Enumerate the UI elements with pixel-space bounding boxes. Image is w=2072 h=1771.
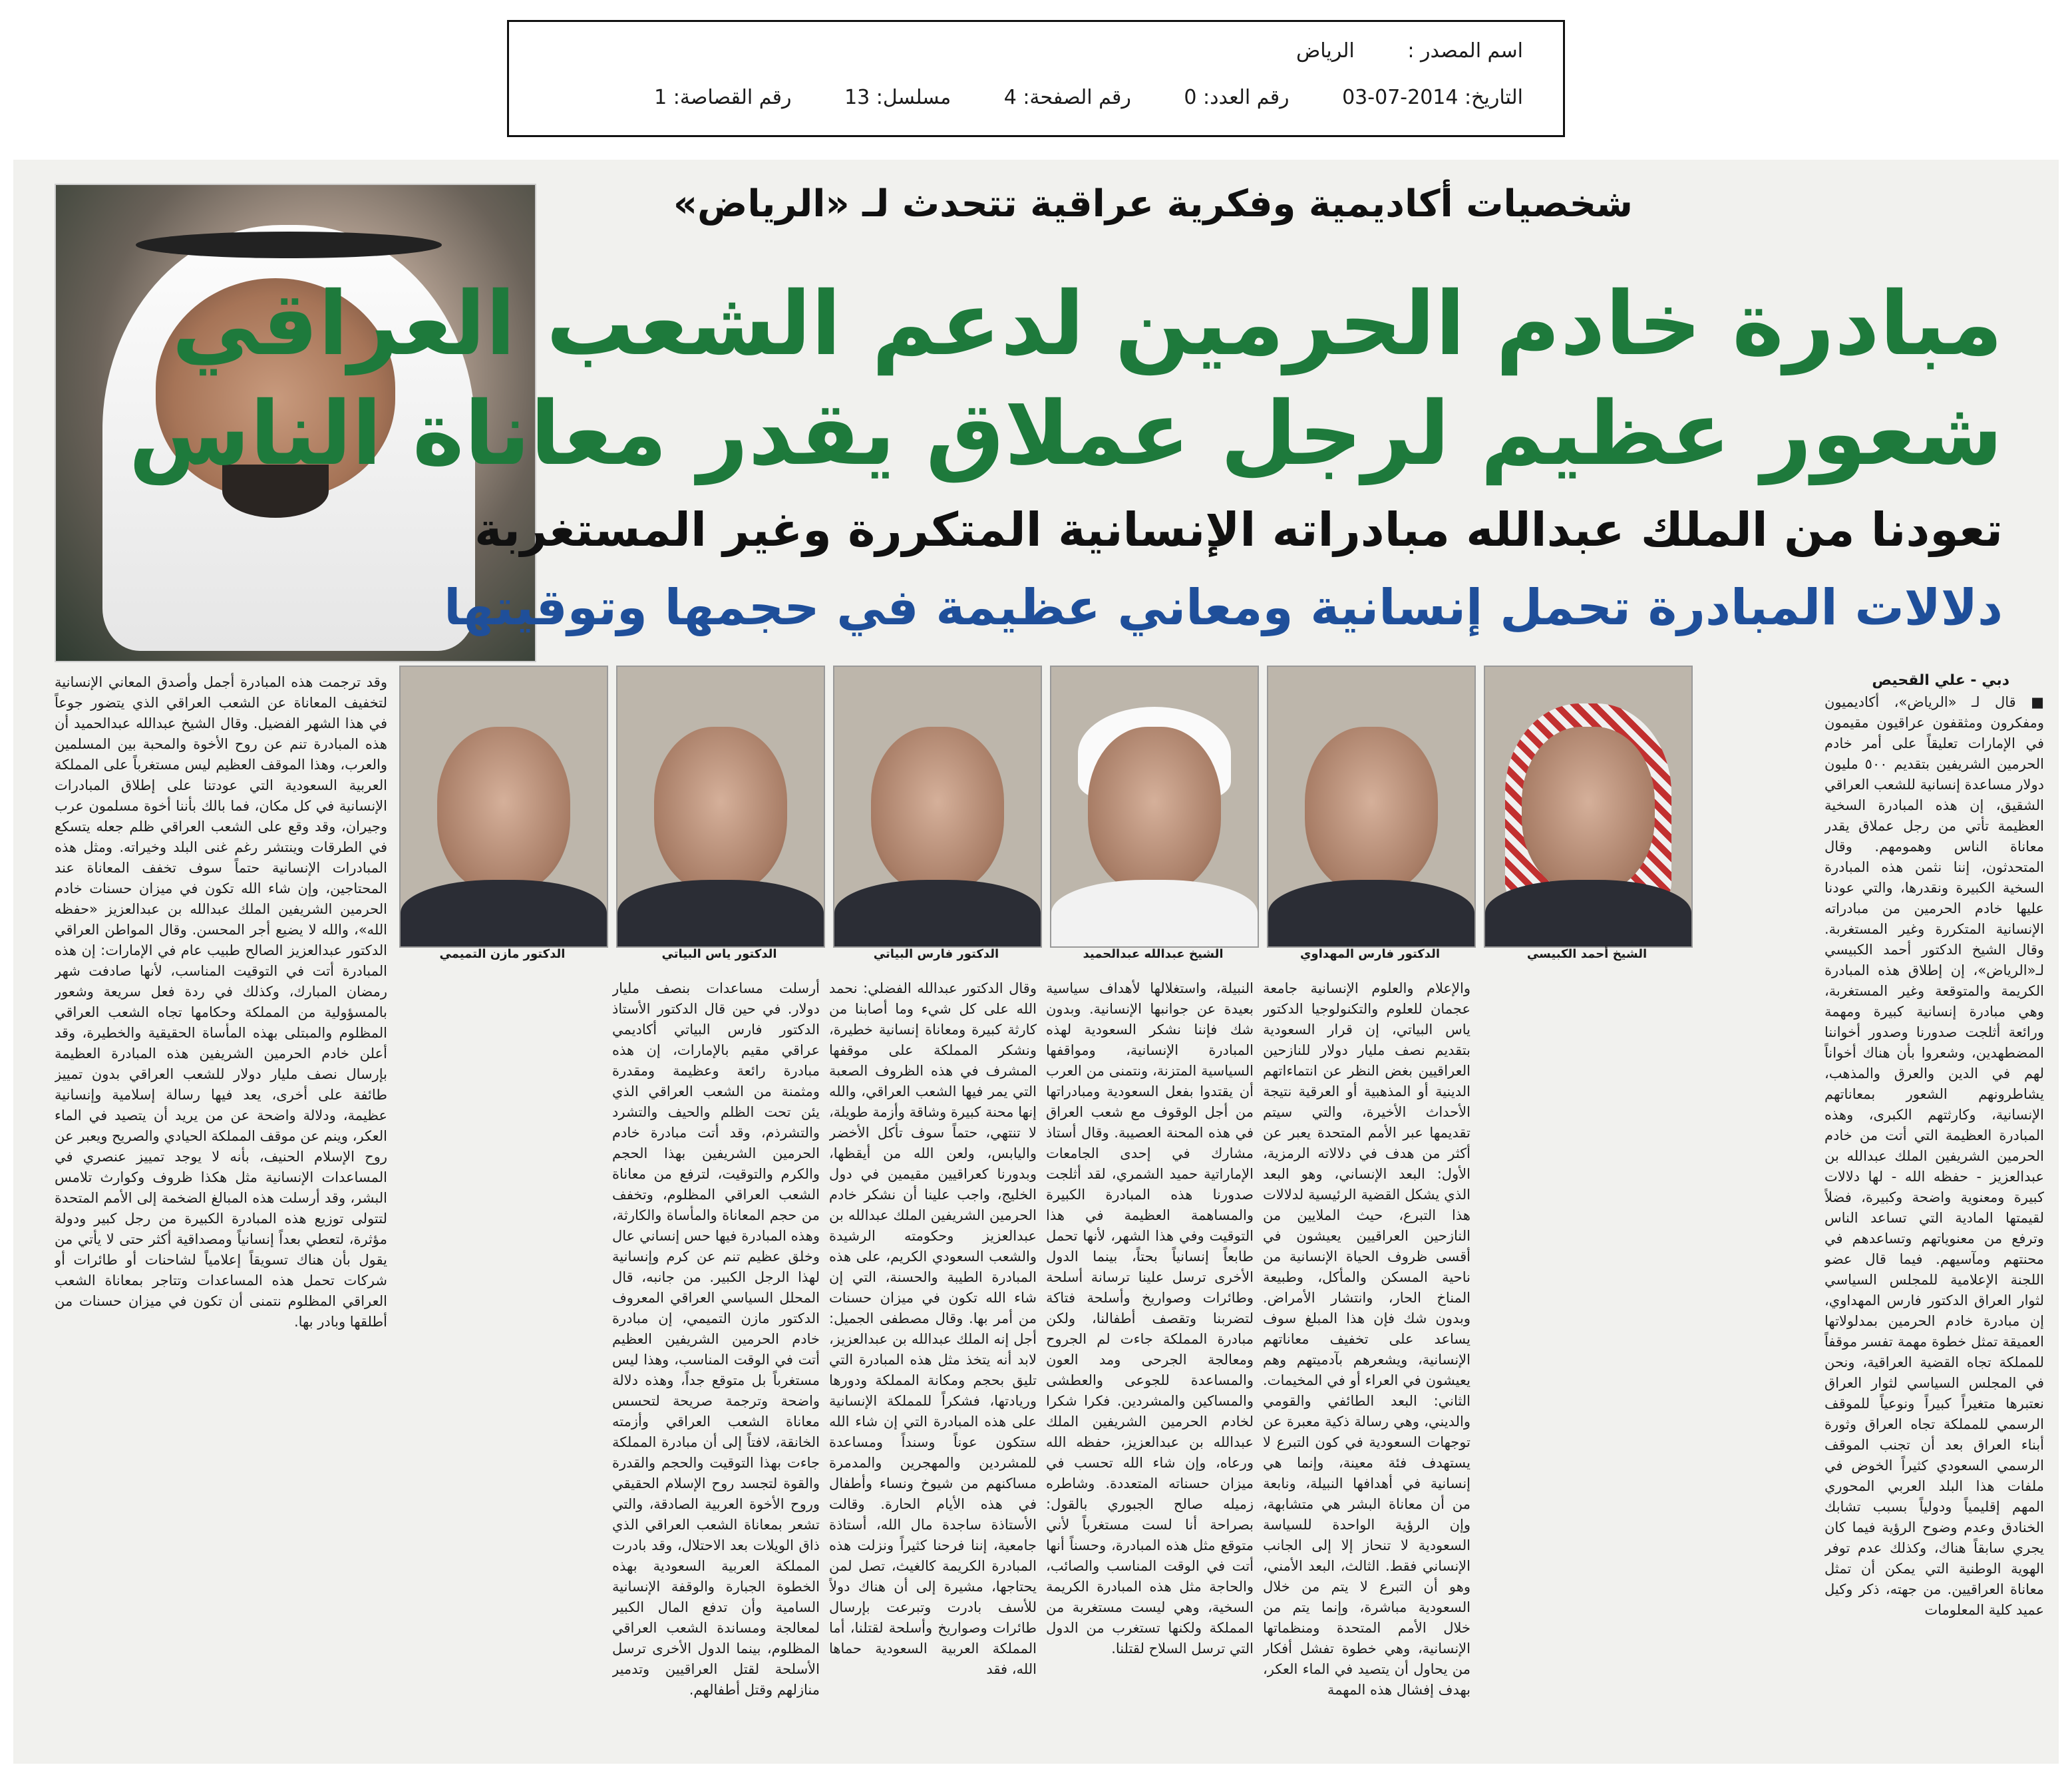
clip-field: رقم القصاصة: 1 — [654, 86, 792, 109]
caption-tamimi: الدكتور مازن التميمي — [439, 947, 566, 961]
date-field: التاريخ: 2014-07-03 — [1342, 86, 1523, 109]
article-column-5: أرسلت مساعدات بنصف مليار دولار. في حين قال الدكتور الأستاذ الدكتور فارس البياتي أكاديمي عراقي مقيم بالإمارات، إن هذه مبادرة رائعة وعظيمة ومقدرة ومثمنة من الشعب العراقي الذي يئن تحت الظلم والحيف والتشرد والتشرذم، وقد أتت مبادرة خادم الحرمين الشريفين بهذا الحجم والكرم والتوقيت، لترفع من معاناة الشعب العراقي المظلوم، وتخفف من حجم المعاناة والمأساة والكارثة، وهذه المبادرة فيها حس إنساني عال وخلق عظيم تنم عن كرم وإنسانية لهذا الرجل الكبير. من جانبه، قال المحلل السياسي العراقي المعروف الدكتور مازن التميمي، إن مبادرة خادم الحرمين الشريفين العظيم أتت في الوقت المناسب، وهذا ليس مستغرباً بل متوقع جداً، وهذه دلالة واضحة وترجمة صريحة لتحسس معاناة الشعب العراقي وأزمته الخانقة، لافتاً إلى أن مبادرة المملكة جاءت بهذا التوقيت والحجم والقدرة والقوة لتجسد روح الإسلام الحقيقي وروح الأخوة العربية الصادقة، والتي تشعر بمعاناة الشعب العراقي الذي ذاق الويلات بعد الاحتلال، وقد بادرت المملكة العربية السعودية بهذه الخطوة الجبارة والوقفة الإنسانية السامية وأن تدفع المال الكبير لمعالجة ومساندة الشعب العراقي المظلوم، بينما الدول الأخرى ترسل الأسلحة لقتل العراقيين وتدمير منازلهم وقتل أطفالهم. — [612, 980, 820, 1698]
source-label: اسم المصدر : — [1407, 39, 1523, 63]
article-column-2: والإعلام والعلوم الإنسانية جامعة عجمان للعلوم والتكنولوجيا الدكتور ياس البياتي، إن قرار السعودية بتقديم نصف مليار دولار للنازحين العراقيين بغض النظر عن انتماءاتهم الدينية أو المذهبية أو العرقية نتيجة الأحداث الأخيرة، والتي سيتم تقديمها عبر الأمم المتحدة يعبر عن أكثر من هدف في دلالاته الرمزية، الأول: البعد الإنساني، وهو البعد الذي يشكل القضية الرئيسية لدلالات هذا التبرع، حيث الملايين من النازحين العراقيين يعيشون في أقسى ظروف الحياة الإنسانية من ناحية المسكن والمأكل، وطبيعة المناخ الحار، وانتشار الأمراض. وبدون شك فإن هذا المبلغ سوف يساعد على تخفيف معاناتهم الإنسانية، ويشعرهم بآدميتهم وهم يعيشون في العراء أو في المخيمات. الثاني: البعد الطائفي والقومي والديني، وهي رسالة ذكية معبرة عن توجهات السعودية في كون التبرع لا يستهدف فئة معينة، وإنما هي إنسانية في أهدافها النبيلة، ونابعة من أن معاناة البشر هي متشابهة، وإن الرؤية الواحدة للسياسة السعودية لا تنحاز إلا إلى الجانب الإنساني فقط. الثالث، البعد الأمني، وهو أن التبرع لا يتم من خلال السعودية مباشرة، وإنما يتم من خلال الأمم المتحدة ومنظماتها الإنسانية، وهي خطوة تفشل أفكار من يحاول أن يتصيد في الماء العكر، بهدف إفشال هذه المهمة — [1263, 980, 1470, 1698]
subhead-blue: دلالات المبادرة تحمل إنسانية ومعاني عظيمة في حجمها وتوقيتها — [444, 579, 2003, 636]
clothing-shape — [1051, 880, 1258, 948]
subhead-black: تعودنا من الملك عبدالله مبادراته الإنسانية المتكررة وغير المستغربة — [474, 502, 2003, 557]
clothing-shape — [834, 880, 1041, 948]
clothing-shape — [401, 880, 607, 948]
portrait-mahdawi — [1267, 666, 1476, 948]
kicker: شخصيات أكاديمية وفكرية عراقية تتحدث لـ «الرياض» — [673, 182, 1633, 226]
caption-faris-bayati: الدكتور فارس البياتي — [873, 947, 999, 961]
article-column-6: وقد ترجمت هذه المبادرة أجمل وأصدق المعاني الإنسانية لتخفيف المعاناة عن الشعب العراقي الذي يتضور جوعاً في هذا الشهر الفضيل. وقال الشيخ عبدالله عبدالحميد أن هذه المبادرة تنم عن روح الأخوة والمحبة بين المسلمين والعرب، وهذا الموقف العظيم ليس مستغرباً على المملكة العربية السعودية التي عودتنا على إطلاق المبادرات الإنسانية في كل مكان، فما بالك بأننا أخوة مسلمون عرب وجيران، وقد وقع على الشعب العراقي ظلم جعله يتسكع في الطرقات وينتشر رغم غنى البلد وخيراته. ومثل هذه المبادرات الإنسانية حتماً سوف تخفف المعاناة عند المحتاجين، وإن شاء الله تكون في ميزان حسنات خادم الحرمين الشريفين الملك عبدالله بن عبدالعزيز «حفظه الله»، والله لا يضيع أجر المحسن. وقال المواطن العراقي الدكتور عبدالعزيز الصالح طبيب عام في الإمارات: إن هذه المبادرة أتت في التوقيت المناسب، لأنها صادفت شهر رمضان المبارك، وكذلك في ردة فعل سريعة وشعور بالمسؤولية من المملكة وحكامها تجاه الشعب العراقي المظلوم والمبتلى بهذه المأساة الحقيقية والخطيرة، وقد أعلن خادم الحرمين الشريفين هذه المبادرة العظيمة بإرسال نصف مليار دولار للشعب العراقي بدون تمييز طائفة على أخرى، يعد فيها رسالة إسلامية وإنسانية عظيمة، ودلالة واضحة عن من يريد أن يتصيد في الماء العكر، وينم عن موقف المملكة الحيادي والصريح ويعبر عن روح الإسلام الحنيف، بأنه لا يوجد تمييز عنصري في المساعدات الإنسانية مثل هكذا ظروف وكوارث تلامس البشر، وقد أرسلت هذه المبالغ الضخمة إلى الأمم المتحدة لتتولى توزيع هذه المبادرة الكبيرة من رجل كبير ودولة مؤثرة، لتعطي بعداً إنسانياً ومصداقية أكثر حتى لا يأتي من يقول بأن هناك تسويقاً إعلامياً لشاحنات أو طائرات أو شركات تحمل هذه المساعدات وتتاجر بمعاناة الشعب العراقي المظلوم نتمنى أن تكون في ميزان حسنات من أطلقها وبادر بها. — [55, 674, 387, 1330]
page-field: رقم الصفحة: 4 — [1003, 86, 1131, 109]
portrait-abdulhameed — [1050, 666, 1259, 948]
caption-abdulhameed: الشيخ عبدالله عبدالحميد — [1083, 947, 1224, 961]
face-shape — [871, 727, 1004, 893]
clothing-shape — [617, 880, 824, 948]
face-shape — [654, 727, 787, 893]
caption-yas-bayati: الدكتور ياس البياتي — [661, 947, 777, 961]
face-shape — [1088, 727, 1221, 893]
caption-mahdawi: الدكتور فارس المهداوي — [1299, 947, 1441, 961]
article-column-1: ■ قال لـ «الرياض»، أكاديميون ومفكرون ومثقفون عراقيون مقيمون في الإمارات تعليقاً على أمر خادم الحرمين الشريفين بتقديم ٥٠٠ مليون دولار مساعدة إنسانية للشعب العراقي الشقيق، إن هذه المبادرة السخية العظيمة تأتي من رجل عملاق يقدر معاناة الناس وهمومهم. وقال المتحدثون، إننا نثمن هذه المبادرة السخية الكبيرة ونقدرها، والتي عودنا عليها خادم الحرمين من مبادراته الإنسانية المتكررة وغير المستغربة. وقال الشيخ الدكتور أحمد الكبيسي لـ«الرياض»، إن إطلاق هذه المبادرة الكريمة والمتوقعة وغير المستغربة، وهي مبادرة إنسانية كبيرة ومهمة ورائعة أثلجت صدورنا وصدور أخواننا المضطهدين، وشعروا بأن هناك أخواناً لهم في الدين والعرق والمذهب، يشاطرونهم الشعور بمعاناتهم الإنسانية، وكارثتهم الكبرى، وهذه المبادرة العظيمة التي أتت من خادم الحرمين الشريفين الملك عبدالله بن عبدالعزيز - حفظه الله - لها دلالات كبيرة ومعنوية واضحة وكبيرة، فضلاً لقيمتها المادية التي تساعد الناس وترفع من معنوياتهم وتساعدهم في محنتهم ومآسيهم. فيما قال عضو اللجنة الإعلامية للمجلس السياسي لثوار العراق الدكتور فارس المهداوي، إن مبادرة خادم الحرمين بمدلولاتها العميقة تمثل خطوة مهمة تفسر موقفاً للمملكة تجاه القضية العراقية، ونحن في المجلس السياسي لثوار العراق نعتبرها متغيراً كبيراً ونوعياً للموقف الرسمي للمملكة تجاه العراق وثورة أبناء العراق بعد أن تجنب الموقف الرسمي السعودي كثيراً الخوض في ملفات هذا البلد العربي المحوري المهم إقليمياً ودولياً بسبب تشابك الخنادق وعدم وضوح الرؤية فيما كان يجري سابقاً هناك، وكذلك عدم توفر الهوية الوطنية التي يمكن أن تمثل معاناة العراقيين. من جهته، ذكر وكيل عميد كلية المعلومات — [1824, 694, 2044, 1618]
face-shape — [1522, 727, 1655, 893]
face-shape — [1305, 727, 1438, 893]
caption-kubaisi: الشيخ أحمد الكبيسي — [1526, 947, 1647, 961]
face-shape — [437, 727, 570, 893]
meta-line — [607, 86, 1523, 109]
source-info-box — [507, 20, 1565, 137]
source-line — [1250, 39, 1523, 63]
article-column-3: النبيلة، واستغلالها لأهداف سياسية بعيدة عن جوانبها الإنسانية. وبدون شك فإننا نشكر السعودية لهذه المبادرة الإنسانية، ومواقفها السياسية المتزنة، ونتمنى من العرب أن يقتدوا بفعل السعودية ومبادراتها من أجل الوقوف مع شعب العراق في هذه المحنة العصيبة. وقال أستاذ مشارك في إحدى الجامعات الإماراتية حميد الشمري، لقد أثلجت صدورنا هذه المبادرة الكبيرة والمساهمة العظيمة في هذا التوقيت وفي هذا الشهر، لأنها تحمل طابعاً إنسانياً بحتاً، بينما الدول الأخرى ترسل علينا ترسانة أسلحة وطائرات وصواريخ وأسلحة فتاكة لتضربنا وتقصف أطفالنا، ولكن مبادرة المملكة جاءت لم الجروح ومعالجة الجرحى ومد العون والمساعدة للجوعى والعطشى والمساكين والمشردين. فكرا شكرا لخادم الحرمين الشريفين الملك عبدالله بن عبدالعزيز، حفظه الله ورعاه، وإن شاء الله تحسب في ميزان حسناته المتعددة. وشاطره زميله صالح الجبوري بالقول: بصراحة أنا لست مستغرباً لأني متوقع مثل هذه المبادرة، وحسناً أنها أتت في الوقت المناسب والصائب، والحاجة مثل هذه المبادرة الكريمة السخية، وهي ليست مستغربة من المملكة ولكنها تستغرب من الدول التي ترسل السلاح لقتلنا. — [1046, 980, 1254, 1657]
agal-shape — [136, 232, 442, 258]
headline-line-1: مبادرة خادم الحرمين لدعم الشعب العراقي — [172, 273, 2003, 375]
headline-line-2: شعور عظيم لرجل عملاق يقدر معاناة الناس — [128, 383, 2003, 485]
clothing-shape — [1268, 880, 1474, 948]
source-value: الرياض — [1295, 39, 1355, 63]
clothing-shape — [1485, 880, 1691, 948]
byline: دبي - علي القحيص — [1872, 672, 2009, 689]
newspaper-clipping — [13, 160, 2059, 1764]
portrait-faris-bayati — [833, 666, 1042, 948]
portrait-yas-bayati — [616, 666, 825, 948]
issue-field: رقم العدد: 0 — [1184, 86, 1290, 109]
article-column-4: وقال الدكتور عبدالله الفضلي: نحمد الله على كل شيء وما أصابنا من كارثة كبيرة ومعاناة إنسانية خطيرة، ونشكر المملكة على موقفها المشرف في هذه الظروف الصعبة التي يمر فيها الشعب العراقي، والله إنها محنة كبيرة وشاقة وأزمة طويلة، لا تنتهي، حتماً سوف تأكل الأخضر واليابس، ولعن الله من أيقظها، وبدورنا كعراقيين مقيمين في دول الخليج، واجب علينا أن نشكر خادم الحرمين الشريفين الملك عبدالله بن عبدالعزيز وحكومته الرشيدة والشعب السعودي الكريم، على هذه المبادرة الطيبة والحسنة، التي إن شاء الله تكون في ميزان حسنات من أمر بها. وقال مصطفى الجميل: أجل إنه الملك عبدالله بن عبدالعزيز، لابد أنه يتخذ مثل هذه المبادرة التي تليق بحجم ومكانة المملكة ودورها وريادتها، فشكراً للمملكة الإنسانية على هذه المبادرة التي إن شاء الله ستكون عوناً وسنداً ومساعدة للمشردين والمهجرين والمدمرة مساكنهم من شيوخ ونساء وأطفال في هذه الأيام الحارة. وقالت الأستاذة ساجدة مال الله، أستاذة جامعية، إننا فرحنا كثيراً ونزلت هذه المبادرة الكريمة كالغيث، تصل لمن يحتاجها، مشيرة إلى أن هناك دولاً للأسف بادرت وتبرعت بإرسال طائرات وصواريخ وأسلحة لقتلنا، أما المملكة العربية السعودية حماها الله، فقد — [829, 980, 1037, 1677]
portrait-tamimi — [399, 666, 608, 948]
serial-field: مسلسل: 13 — [844, 86, 951, 109]
portrait-kubaisi — [1484, 666, 1693, 948]
